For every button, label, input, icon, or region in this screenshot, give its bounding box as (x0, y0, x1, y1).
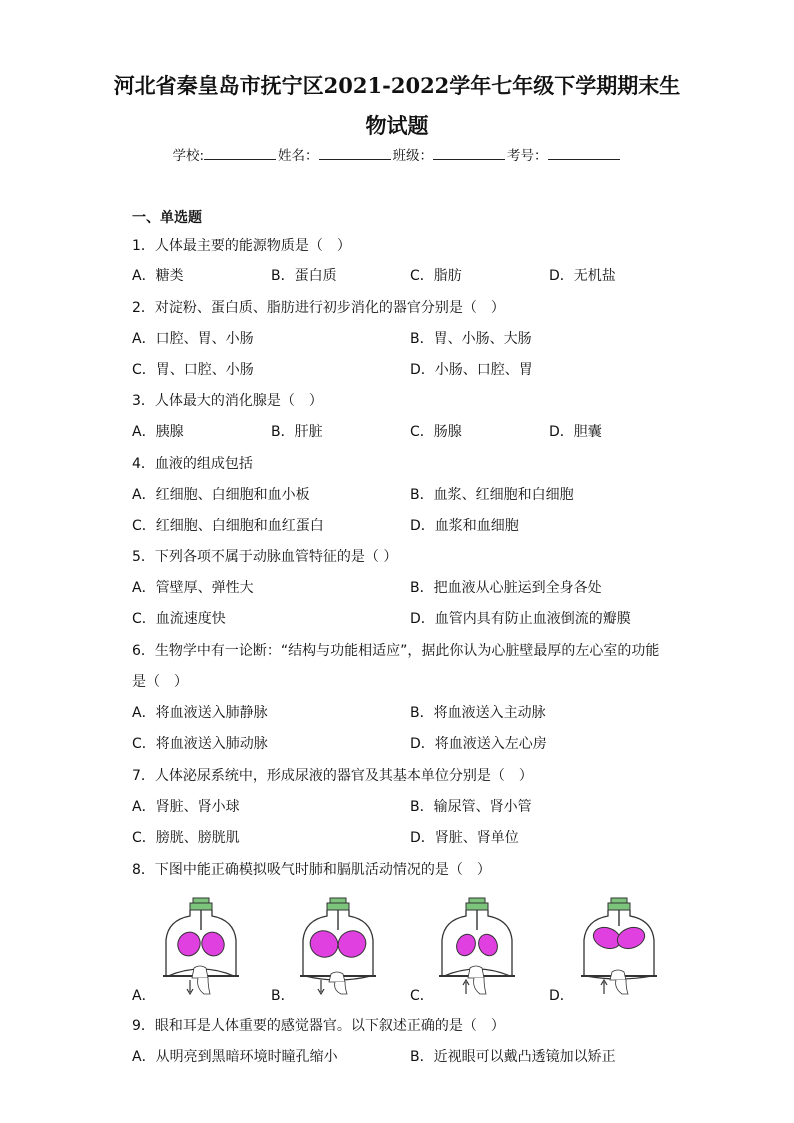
question-1-option-d: D．无机盐 (549, 268, 616, 284)
question-2-option-a: A．口腔、胃、小肠 (132, 331, 254, 347)
question-4-option-d: D．血浆和血细胞 (410, 518, 519, 534)
question-6-option-b: B．将血液送入主动脉 (410, 705, 546, 721)
school-blank[interactable] (204, 145, 276, 160)
question-2-stem: 2．对淀粉、蛋白质、脂肪进行初步消化的器官分别是（ ） (132, 300, 505, 316)
question-9-option-b: B．近视眼可以戴凸透镜加以矫正 (410, 1049, 616, 1065)
question-9-option-a: A．从明亮到黑暗环境时瞳孔缩小 (132, 1049, 338, 1065)
question-6-option-c: C．将血液送入肺动脉 (132, 736, 268, 752)
bell-jar-figure-d (578, 896, 660, 996)
question-6-option-a: A．将血液送入肺静脉 (132, 705, 268, 721)
question-1-option-b: B．蛋白质 (271, 268, 337, 284)
question-4-option-a: A．红细胞、白细胞和血小板 (132, 487, 310, 503)
question-5-option-b: B．把血液从心脏运到全身各处 (410, 580, 602, 596)
class-label: 班级： (392, 148, 434, 164)
question-7-option-b: B．输尿管、肾小管 (410, 799, 532, 815)
class-blank[interactable] (433, 145, 505, 160)
question-7-option-a: A．肾脏、肾小球 (132, 799, 240, 815)
question-7-stem: 7．人体泌尿系统中，形成尿液的器官及其基本单位分别是（ ） (132, 768, 533, 784)
question-2-option-d: D．小肠、口腔、胃 (410, 362, 533, 378)
question-7-option-c: C．膀胱、膀胱肌 (132, 830, 240, 846)
question-4-stem: 4．血液的组成包括 (132, 456, 253, 472)
question-5-stem: 5．下列各项不属于动脉血管特征的是（ ） (132, 549, 398, 565)
question-8-option-b: B． (271, 988, 295, 1004)
bell-jar-figure-c (436, 896, 518, 996)
page-title: 河北省秦皇岛市抚宁区2021-2022学年七年级下学期期末生 (113, 73, 681, 98)
section-heading: 一、单选题 (132, 210, 202, 226)
page-title-continued: 物试题 (365, 113, 429, 138)
question-3-option-c: C．肠腺 (410, 424, 462, 440)
bell-jar-figure-a (160, 896, 242, 996)
question-2-option-b: B．胃、小肠、大肠 (410, 331, 532, 347)
question-4-option-b: B．血浆、红细胞和白细胞 (410, 487, 574, 503)
question-9-stem: 9．眼和耳是人体重要的感觉器官。以下叙述正确的是（ ） (132, 1018, 505, 1034)
question-6-option-d: D．将血液送入左心房 (410, 736, 547, 752)
question-5-option-a: A．管壁厚、弹性大 (132, 580, 254, 596)
question-7-option-d: D．肾脏、肾单位 (410, 830, 519, 846)
question-5-option-d: D．血管内具有防止血液倒流的瓣膜 (410, 611, 631, 627)
question-8-stem: 8．下图中能正确模拟吸气时肺和膈肌活动情况的是（ ） (132, 862, 491, 878)
question-3-option-a: A．胰腺 (132, 424, 184, 440)
question-6-stem-continued: 是（ ） (132, 674, 188, 690)
number-blank[interactable] (548, 145, 620, 160)
name-blank[interactable] (319, 145, 391, 160)
student-info (0, 144, 794, 164)
question-3-option-d: D．胆囊 (549, 424, 602, 440)
bell-jar-figure-b (297, 896, 379, 996)
question-5-option-c: C．血流速度快 (132, 611, 226, 627)
question-8-option-a: A． (132, 988, 156, 1004)
name-label: 姓名： (278, 148, 319, 164)
question-8-option-c: C． (410, 988, 434, 1004)
school-label: 学校: (172, 148, 205, 164)
number-label: 考号： (507, 148, 548, 164)
question-1-option-a: A．糖类 (132, 268, 184, 284)
question-3-option-b: B．肝脏 (271, 424, 323, 440)
question-6-stem: 6．生物学中有一论断：“结构与功能相适应”，据此你认为心脏壁最厚的左心室的功能 (132, 643, 660, 659)
question-3-stem: 3．人体最大的消化腺是（ ） (132, 393, 323, 409)
question-1-stem: 1．人体最主要的能源物质是（ ） (132, 238, 351, 254)
question-8-option-d: D． (549, 988, 574, 1004)
question-2-option-c: C．胃、口腔、小肠 (132, 362, 254, 378)
question-4-option-c: C．红细胞、白细胞和血红蛋白 (132, 518, 324, 534)
question-1-option-c: C．脂肪 (410, 268, 462, 284)
